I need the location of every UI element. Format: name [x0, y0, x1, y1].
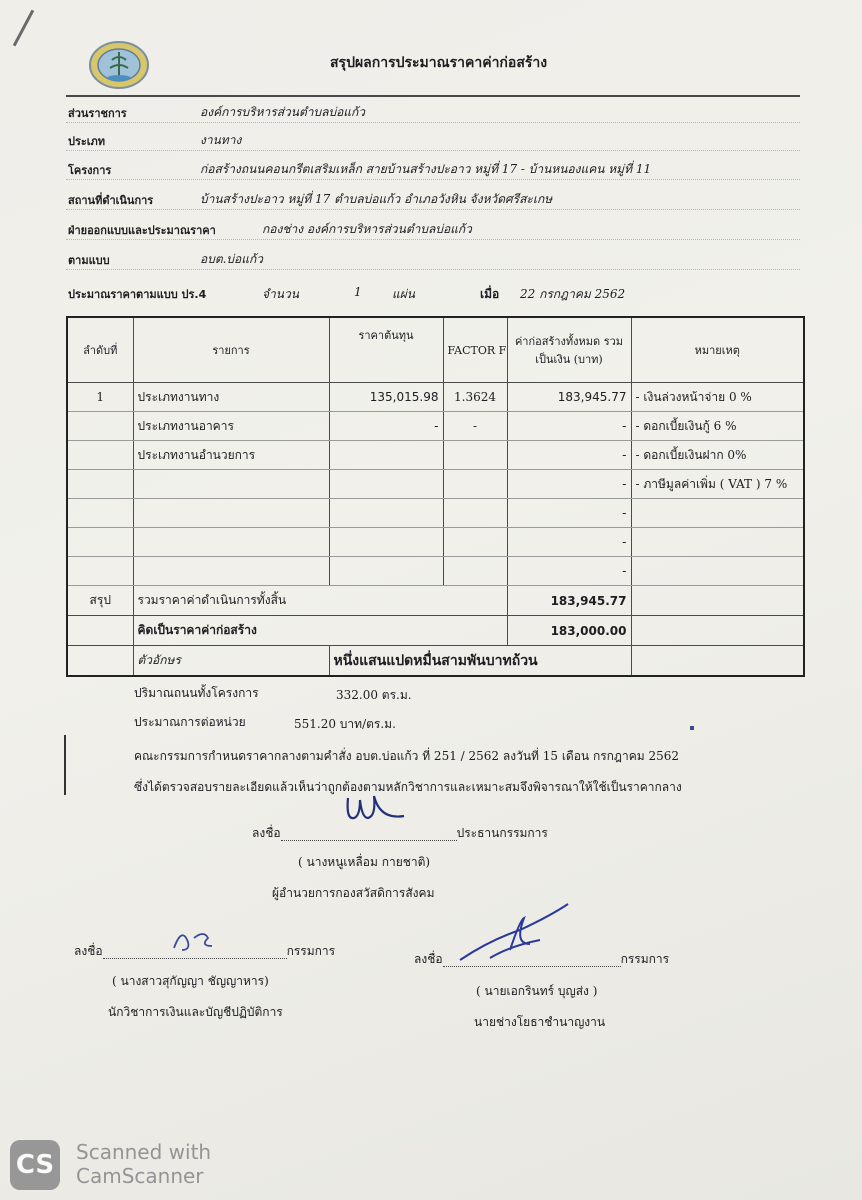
row-total: -: [507, 470, 631, 499]
summary-note-empty: [631, 646, 804, 677]
row-note: - ดอกเบี้ยเงินฝาก 0%: [631, 441, 804, 470]
summary-row-grand-total: [67, 586, 804, 616]
row-note: [631, 499, 804, 528]
construction-value: 183,000.00: [507, 616, 631, 646]
member1-role: กรรมการ: [286, 944, 336, 958]
row-factor: [443, 499, 507, 528]
row-total: -: [507, 528, 631, 557]
info-label: ฝ่ายออกแบบและประมาณราคา: [68, 224, 216, 237]
grand-total-label: รวมราคาค่าดำเนินการทั้งสิ้น: [133, 586, 507, 616]
unit-price-label: ประมาณการต่อหน่วย: [134, 715, 246, 729]
row-cost: [329, 557, 443, 586]
watermark-line1: Scanned with: [76, 1140, 212, 1164]
header-note: หมายเหตุ: [631, 317, 804, 383]
watermark-line2: CamScanner: [76, 1164, 204, 1188]
header-cost: ราคาต้นทุน: [329, 317, 443, 383]
row-total: -: [507, 412, 631, 441]
estimate-label: ประมาณราคาตามแบบ ปร.4: [68, 288, 207, 301]
row-item: [133, 470, 329, 499]
row-factor: -: [443, 412, 507, 441]
row-factor: 1.3624: [443, 383, 507, 412]
row-item: ประเภทงานทาง: [133, 383, 329, 412]
info-value: ก่อสร้างถนนคอนกรีตเสริมเหล็ก สายบ้านสร้างปะอาว หมู่ที่ 17 - บ้านหนองแคน หมู่ที่ 11: [200, 162, 652, 176]
sign-prefix: ลงชื่อ: [74, 944, 103, 958]
table-row: [67, 499, 804, 528]
document-title: สรุปผลการประมาณราคาค่าก่อสร้าง: [330, 55, 548, 71]
amount-in-words: หนึ่งแสนแปดหมื่นสามพันบาทถ้วน: [329, 646, 631, 677]
chair-name: ( นางหนูเหลื่อม กายชาติ): [298, 855, 431, 869]
row-no: [67, 412, 133, 441]
chair-sign-line: [252, 824, 548, 843]
review-text: ซึ่งได้ตรวจสอบรายละเอียดแล้วเห็นว่าถูกต้องตามหลักวิชาการและเหมาะสมจึงพิจารณาให้ใช้เป็นราคากลาง: [134, 780, 682, 794]
row-item: [133, 557, 329, 586]
row-total: -: [507, 499, 631, 528]
header-no: ลำดับที่: [67, 317, 133, 383]
row-note: [631, 557, 804, 586]
summary-note-empty: [631, 586, 804, 616]
row-factor: [443, 528, 507, 557]
estimate-row: [66, 282, 800, 304]
row-cost: [329, 499, 443, 528]
row-note: - ภาษีมูลค่าเพิ่ม ( VAT ) 7 %: [631, 470, 804, 499]
date-value: 22 กรกฎาคม 2562: [520, 287, 626, 301]
info-label: สถานที่ดำเนินการ: [68, 194, 154, 207]
summary-row-construction: [67, 616, 804, 646]
row-item: [133, 528, 329, 557]
table-row: [67, 383, 804, 412]
info-value: บ้านสร้างปะอาว หมู่ที่ 17 ตำบลบ่อแก้ว อำเภอวังหิน จังหวัดศรีสะเกษ: [200, 192, 553, 206]
summary-label: สรุป: [67, 586, 133, 616]
table-row: [67, 557, 804, 586]
row-factor: [443, 557, 507, 586]
member2-sign-line: [414, 950, 669, 969]
member2-role: กรรมการ: [620, 952, 670, 966]
row-cost: [329, 441, 443, 470]
header-total: ค่าก่อสร้างทั้งหมด รวมเป็นเงิน (บาท): [507, 317, 631, 383]
table-row: [67, 470, 804, 499]
member1-name: ( นางสาวสุกัญญา ชัญญาหาร): [112, 974, 269, 988]
row-no: [67, 470, 133, 499]
row-no: [67, 441, 133, 470]
quantity-label: ปริมาณถนนทั้งโครงการ: [134, 686, 259, 700]
sign-prefix: ลงชื่อ: [252, 826, 281, 840]
summary-empty: [67, 646, 133, 677]
date-label: เมื่อ: [480, 287, 500, 301]
organization-seal-icon: [88, 40, 150, 90]
table-row: [67, 412, 804, 441]
chair-role: ประธานกรรมการ: [456, 826, 548, 840]
camscanner-watermark: [76, 1140, 211, 1188]
row-cost: [329, 470, 443, 499]
table-row: [67, 528, 804, 557]
count-label: จำนวน: [262, 287, 299, 301]
info-row-agency: [66, 100, 800, 123]
info-row-design-dept: [66, 217, 800, 240]
camscanner-logo-icon: CS: [10, 1140, 60, 1190]
chair-position: ผู้อำนวยการกองสวัสดิการสังคม: [272, 886, 435, 900]
row-note: - เงินล่วงหน้าจ่าย 0 %: [631, 383, 804, 412]
info-value: กองช่าง องค์การบริหารส่วนตำบลบ่อแก้ว: [262, 222, 472, 236]
signature-dots: [281, 826, 457, 841]
row-factor: [443, 470, 507, 499]
row-note: [631, 528, 804, 557]
info-label: ส่วนราชการ: [68, 107, 127, 120]
member1-position: นักวิชาการเงินและบัญชีปฏิบัติการ: [108, 1005, 283, 1019]
signature-dots: [443, 952, 621, 967]
quantity-value: 332.00 ตร.ม.: [336, 688, 412, 702]
info-value: อบต.บ่อแก้ว: [200, 252, 263, 266]
row-total: 183,945.77: [507, 383, 631, 412]
row-item: ประเภทงานอำนวยการ: [133, 441, 329, 470]
count-value: 1: [354, 285, 362, 299]
header-factor: FACTOR F: [443, 317, 507, 383]
row-no: 1: [67, 383, 133, 412]
row-no: [67, 557, 133, 586]
committee-text: คณะกรรมการกำหนดราคากลางตามคำสั่ง อบต.บ่อแก้ว ที่ 251 / 2562 ลงวันที่ 15 เดือน กรกฎาคม 2562: [134, 749, 680, 763]
info-row-project: [66, 157, 800, 180]
info-label: ประเภท: [68, 135, 106, 148]
summary-row-words: [67, 646, 804, 677]
ink-dot: [690, 726, 694, 730]
info-value: องค์การบริหารส่วนตำบลบ่อแก้ว: [200, 105, 366, 119]
info-row-type: [66, 128, 800, 151]
info-value: งานทาง: [200, 133, 242, 147]
table-row: [67, 441, 804, 470]
signature-dots: [103, 944, 287, 959]
summary-note-empty: [631, 616, 804, 646]
header-item: รายการ: [133, 317, 329, 383]
title-divider: [66, 95, 800, 97]
row-cost: [329, 528, 443, 557]
count-unit: แผ่น: [392, 287, 415, 301]
member2-name: ( นายเอกรินทร์ บุญส่ง ): [476, 984, 598, 998]
pen-mark: [13, 10, 34, 47]
member2-position: นายช่างโยธาชำนาญงาน: [474, 1015, 606, 1029]
info-row-location: [66, 187, 800, 210]
row-note: - ดอกเบี้ยเงินกู้ 6 %: [631, 412, 804, 441]
grand-total-value: 183,945.77: [507, 586, 631, 616]
row-cost: -: [329, 412, 443, 441]
row-total: -: [507, 441, 631, 470]
row-cost: 135,015.98: [329, 383, 443, 412]
info-row-design: [66, 247, 800, 270]
words-label: ตัวอักษร: [133, 646, 329, 677]
margin-mark: [64, 735, 66, 795]
row-item: [133, 499, 329, 528]
row-total: -: [507, 557, 631, 586]
row-no: [67, 528, 133, 557]
row-no: [67, 499, 133, 528]
table-header-row: [67, 317, 804, 383]
unit-price-value: 551.20 บาท/ตร.ม.: [294, 717, 396, 731]
summary-empty: [67, 616, 133, 646]
row-item: ประเภทงานอาคาร: [133, 412, 329, 441]
info-label: ตามแบบ: [68, 254, 110, 267]
info-label: โครงการ: [68, 164, 112, 177]
sign-prefix: ลงชื่อ: [414, 952, 443, 966]
cost-summary-table: [66, 316, 805, 677]
construction-label: คิดเป็นราคาค่าก่อสร้าง: [133, 616, 507, 646]
row-factor: [443, 441, 507, 470]
member1-sign-line: [74, 942, 335, 961]
